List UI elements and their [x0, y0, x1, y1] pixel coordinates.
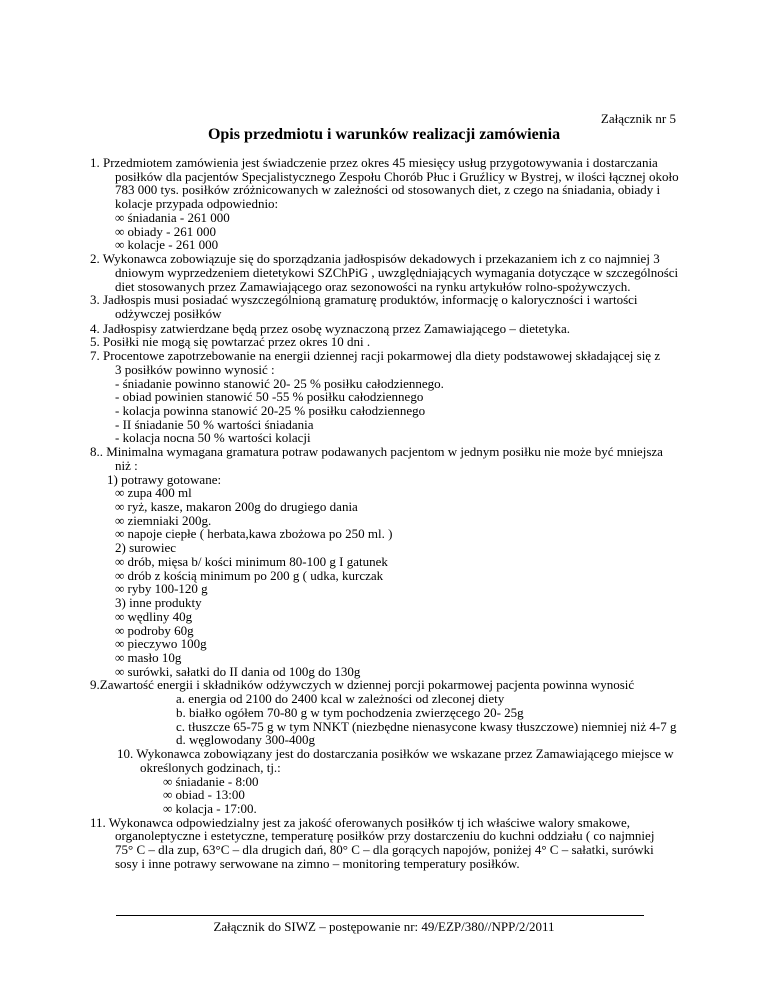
body-line: 8.. Minimalna wymagana gramatura potraw podawanych pacjentom w jednym posiłku nie może być mniejsza: [90, 444, 663, 459]
body-line: - obiad powinien stanowić 50 -55 % posiłku całodziennego: [115, 389, 424, 404]
body-line: ∞ zupa 400 ml: [115, 485, 192, 500]
body-line: 2) surowiec: [115, 540, 177, 555]
body-line: 11. Wykonawca odpowiedzialny jest za jakość oferowanych posiłków tj ich właściwe walory smakowe,: [90, 815, 631, 830]
body-line: 4. Jadłospisy zatwierdzane będą przez osobę wyznaczoną przez Zamawiającego – dietetyka.: [90, 321, 571, 336]
body-line: diet stosowanych przez Zamawiającego oraz sezonowości na rynku artykułów rolno-spożywczych.: [115, 279, 631, 294]
body-line: kolacje przypada odpowiednio:: [115, 196, 279, 211]
body-line: d. węglowodany 300-400g: [176, 732, 316, 747]
body-line: odżywczej posiłków: [115, 306, 222, 321]
body-line: ∞ obiady - 261 000: [115, 224, 216, 239]
body-line: - kolacja nocna 50 % wartości kolacji: [115, 430, 311, 445]
body-line: ∞ drób, mięsa b/ kości minimum 80-100 g I gatunek: [115, 554, 388, 569]
body-line: - śniadanie powinno stanowić 20- 25 % posiłku całodziennego.: [115, 376, 444, 391]
body-line: dniowym wyprzedzeniem dietetykowi SZChPiG , uwzględniających wymagania dotyczące w szczególności: [115, 265, 679, 280]
body-line: sosy i inne potrawy serwowane na zimno – monitoring temperatury posiłków.: [115, 856, 520, 871]
body-line: posiłków dla pacjentów Specjalistycznego Zespołu Chorób Płuc i Gruźlicy w Bystrej, w ilości łącznej około: [115, 169, 679, 184]
body-line: 75° C – dla zup, 63°C – dla drugich dań, 80° C – dla gorących napojów, poniżej 4° C – sałatki, surówki: [115, 842, 654, 857]
footer-divider: [116, 915, 644, 916]
body-line: ∞ surówki, sałatki do II dania od 100g do 130g: [115, 664, 361, 679]
body-line: b. białko ogółem 70-80 g w tym pochodzenia zwierzęcego 20- 25g: [176, 705, 524, 720]
body-line: 3 posiłków powinno wynosić :: [115, 362, 275, 377]
body-line: 10. Wykonawca zobowiązany jest do dostarczania posiłków we wskazane przez Zamawiającego miejsce w: [117, 746, 674, 761]
body-line: a. energia od 2100 do 2400 kcal w zależności od zleconej diety: [176, 691, 505, 706]
body-line: 7. Procentowe zapotrzebowanie na energii dziennej racji pokarmowej dla diety podstawowej składającej się z: [90, 348, 661, 363]
body-line: 783 000 tys. posiłków zróżnicowanych w zależności od stosowanych diet, z czego na śniadania, obiady i: [115, 182, 661, 197]
body-line: 2. Wykonawca zobowiązuje się do sporządzania jadłospisów dekadowych i przekazaniem ich z co najmniej 3: [90, 251, 660, 266]
body-line: ∞ śniadanie - 8:00: [163, 774, 259, 789]
body-line: ∞ ryby 100-120 g: [115, 581, 208, 596]
body-line: - kolacja powinna stanowić 20-25 % posiłku całodziennego: [115, 403, 426, 418]
body-line: - II śniadanie 50 % wartości śniadania: [115, 417, 314, 432]
body-line: ∞ śniadania - 261 000: [115, 210, 230, 225]
body-line: ∞ kolacja - 17:00.: [163, 801, 257, 816]
body-line: 3. Jadłospis musi posiadać wyszczególnioną gramaturę produktów, informację o kaloryczności i wartości: [90, 292, 638, 307]
body-line: niż :: [115, 458, 138, 473]
body-line: 3) inne produkty: [115, 595, 202, 610]
body-line: organoleptyczne i estetyczne, temperaturę posiłków przy dostarczeniu do kuchni oddziału ( co najmniej: [115, 828, 655, 843]
body-line: ∞ masło 10g: [115, 650, 182, 665]
body-line: c. tłuszcze 65-75 g w tym NNKT (niezbędne nienasycone kwasy tłuszczowe) niemniej niż 4-7 g: [176, 719, 677, 734]
annex-label: Załącznik nr 5: [600, 111, 676, 126]
footer-text: Załącznik do SIWZ – postępowanie nr: 49/EZP/380//NPP/2/2011: [213, 919, 555, 934]
body-line: ∞ kolacje - 261 000: [115, 237, 219, 252]
body-line: ∞ podroby 60g: [115, 623, 194, 638]
body-line: 5. Posiłki nie mogą się powtarzać przez okres 10 dni .: [90, 334, 371, 349]
body-line: ∞ pieczywo 100g: [115, 636, 207, 651]
body-line: 1) potrawy gotowane:: [107, 472, 222, 487]
body-line: ∞ drób z kością minimum po 200 g ( udka, kurczak: [115, 568, 384, 583]
body-line: 9.Zawartość energii i składników odżywczych w dziennej porcji pokarmowej pacjenta powinna wynosić: [90, 677, 635, 692]
body-line: ∞ wędliny 40g: [115, 609, 193, 624]
body-line: określonych godzinach, tj.:: [140, 760, 281, 775]
body-line: ∞ ziemniaki 200g.: [115, 513, 212, 528]
document-title: Opis przedmiotu i warunków realizacji zamówienia: [207, 126, 561, 143]
body-line: ∞ napoje ciepłe ( herbata,kawa zbożowa po 250 ml. ): [115, 526, 393, 541]
body-line: ∞ ryż, kasze, makaron 200g do drugiego dania: [115, 499, 358, 514]
body-line: 1. Przedmiotem zamówienia jest świadczenie przez okres 45 miesięcy usług przygotowywania i dostarczania: [90, 155, 658, 170]
body-line: ∞ obiad - 13:00: [163, 787, 245, 802]
